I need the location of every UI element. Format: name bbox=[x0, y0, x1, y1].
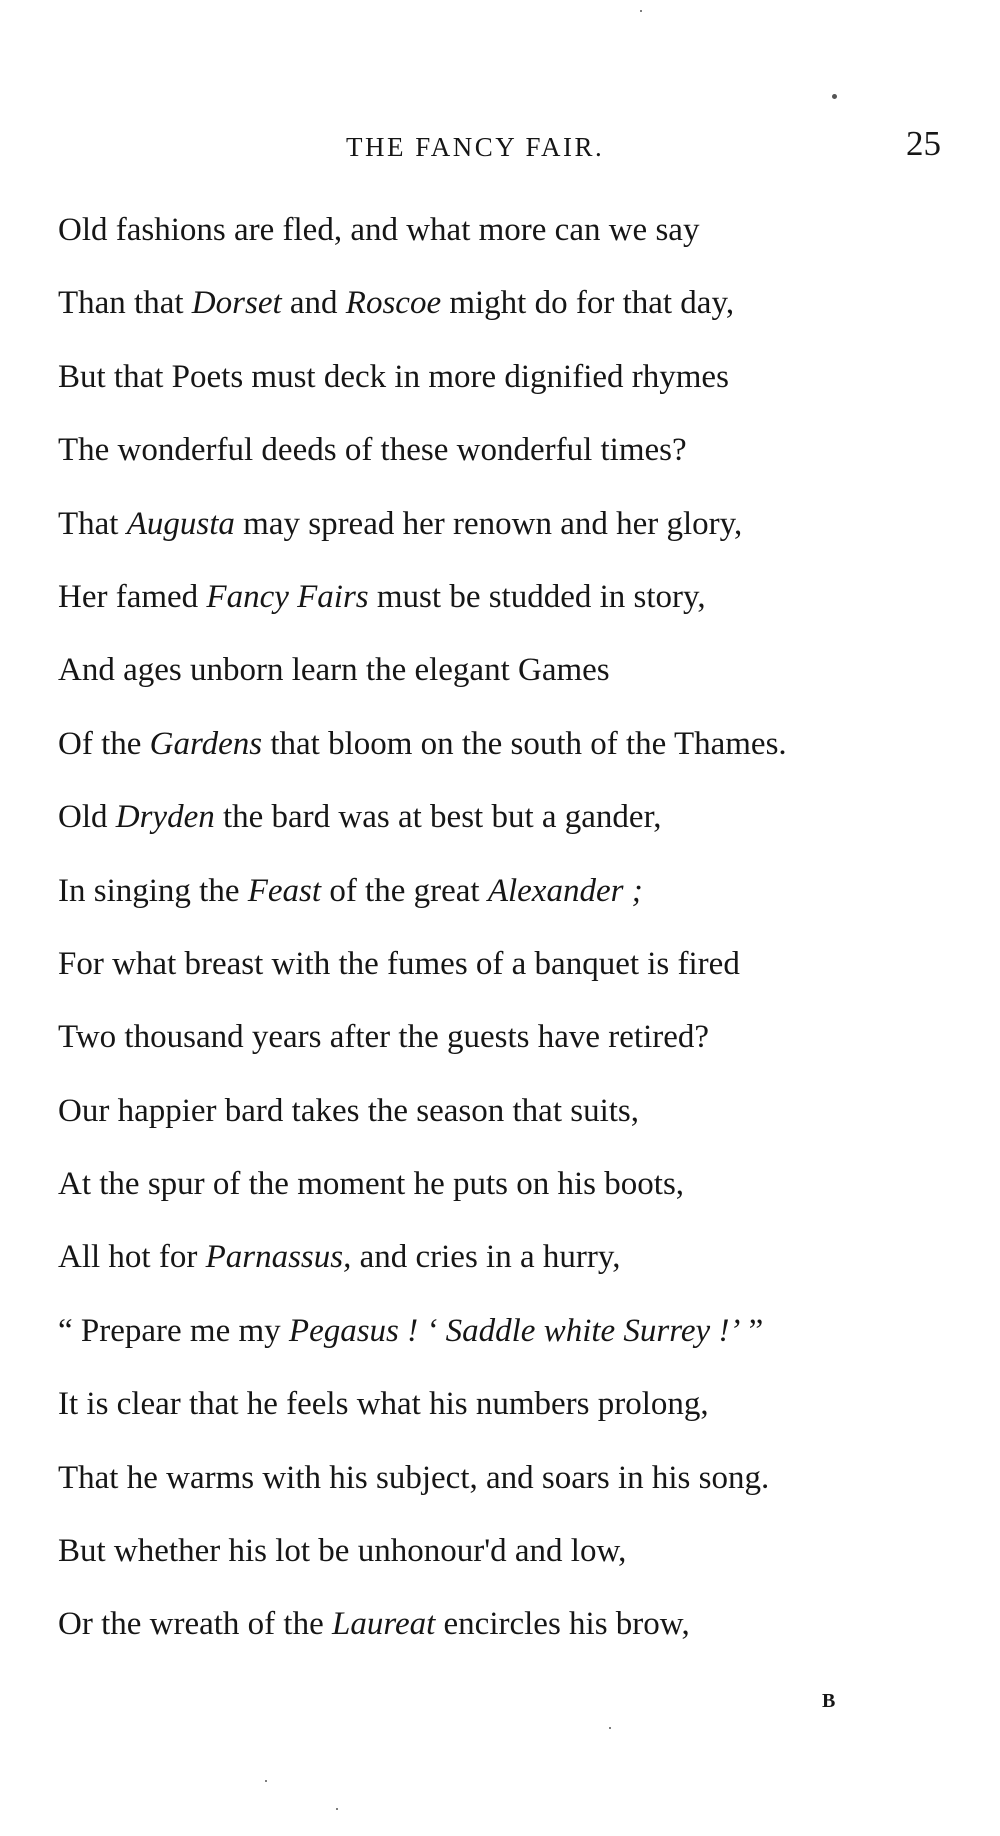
poem-italic-text: Alexander ; bbox=[487, 872, 643, 909]
poem-text: But that Poets must deck in more dignified rhymes bbox=[58, 358, 729, 395]
poem-text: Than that bbox=[58, 285, 192, 322]
poem-text: Of the bbox=[58, 725, 150, 762]
poem-text: At the spur of the moment he puts on his boots, bbox=[58, 1166, 685, 1203]
poem-line bbox=[58, 570, 958, 643]
poem-text: ” bbox=[740, 1312, 764, 1349]
poem-text: might do for that day, bbox=[441, 285, 735, 322]
poem-text: must be studded in story, bbox=[368, 578, 706, 615]
poem-italic-text: Dryden bbox=[115, 799, 215, 836]
poem-text: Our happier bard takes the season that suits, bbox=[58, 1092, 640, 1129]
poem-italic-text: Pegasus ! ‘ Saddle white Surrey !’ bbox=[288, 1312, 741, 1349]
poem-italic-text: Gardens bbox=[149, 725, 263, 762]
poem-text: Her famed bbox=[58, 578, 207, 615]
poem-line bbox=[58, 1304, 958, 1377]
poem-line bbox=[58, 497, 958, 570]
poem-text: of the great bbox=[321, 872, 488, 909]
poem-line bbox=[58, 1377, 958, 1450]
poem-text: and cries in a hurry, bbox=[351, 1239, 621, 1276]
poem-line bbox=[58, 1230, 958, 1303]
poem-text: Two thousand years after the guests have retired? bbox=[58, 1019, 710, 1056]
poem-italic-text: Roscoe bbox=[345, 285, 442, 322]
running-title: THE FANCY FAIR. bbox=[346, 132, 605, 162]
poem-line bbox=[58, 1157, 958, 1230]
poem-text: encircles his brow, bbox=[435, 1606, 690, 1643]
poem-text: For what breast with the fumes of a banquet is fired bbox=[58, 945, 740, 982]
poem-text: It is clear that he feels what his numbers prolong, bbox=[58, 1386, 709, 1423]
poem-text: That he warms with his subject, and soars in his song. bbox=[58, 1459, 770, 1496]
poem-line bbox=[58, 643, 958, 716]
poem-text: Old fashions are fled, and what more can we say bbox=[58, 212, 700, 248]
poem-line bbox=[58, 790, 958, 863]
poem-line bbox=[58, 717, 958, 790]
print-speck bbox=[609, 1727, 611, 1729]
print-speck bbox=[832, 94, 837, 99]
poem-line bbox=[58, 1010, 958, 1083]
poem-text: and bbox=[281, 285, 346, 322]
poem-body bbox=[58, 203, 958, 1671]
poem-italic-text: Feast bbox=[247, 872, 322, 909]
print-speck bbox=[265, 1780, 267, 1782]
poem-text: Old bbox=[58, 799, 116, 836]
poem-text: That bbox=[58, 505, 127, 542]
poem-line bbox=[58, 864, 958, 937]
poem-italic-text: Parnassus, bbox=[205, 1239, 352, 1276]
poem-italic-text: Laureat bbox=[331, 1606, 436, 1643]
signature-mark: B bbox=[822, 1690, 836, 1712]
poem-text: And ages unborn learn the elegant Games bbox=[58, 652, 610, 689]
poem-italic-text: Fancy Fairs bbox=[206, 578, 369, 615]
poem-line bbox=[58, 1597, 958, 1670]
poem-text: may spread her renown and her glory, bbox=[234, 505, 743, 542]
poem-line bbox=[58, 203, 958, 276]
poem-italic-text: Dorset bbox=[191, 285, 282, 322]
poem-line bbox=[58, 423, 958, 496]
page-number: 25 bbox=[906, 124, 941, 163]
poem-text: “ Prepare me my bbox=[58, 1312, 289, 1349]
poem-line bbox=[58, 1451, 958, 1524]
poem-text: In singing the bbox=[58, 872, 248, 909]
poem-text: The wonderful deeds of these wonderful times? bbox=[58, 432, 687, 469]
poem-text: But whether his lot be unhonour'd and low, bbox=[58, 1533, 627, 1570]
poem-text: the bard was at best but a gander, bbox=[214, 799, 662, 836]
poem-text: Or the wreath of the bbox=[58, 1606, 332, 1643]
print-speck bbox=[336, 1808, 338, 1810]
poem-text: All hot for bbox=[58, 1239, 206, 1276]
running-head bbox=[0, 124, 1000, 164]
poem-line bbox=[58, 350, 958, 423]
poem-line bbox=[58, 1084, 958, 1157]
poem-line bbox=[58, 276, 958, 349]
poem-italic-text: Augusta bbox=[126, 505, 235, 542]
poem-line bbox=[58, 1524, 958, 1597]
poem-text: that bloom on the south of the Thames. bbox=[262, 725, 787, 762]
print-speck bbox=[640, 10, 642, 12]
poem-line bbox=[58, 937, 958, 1010]
